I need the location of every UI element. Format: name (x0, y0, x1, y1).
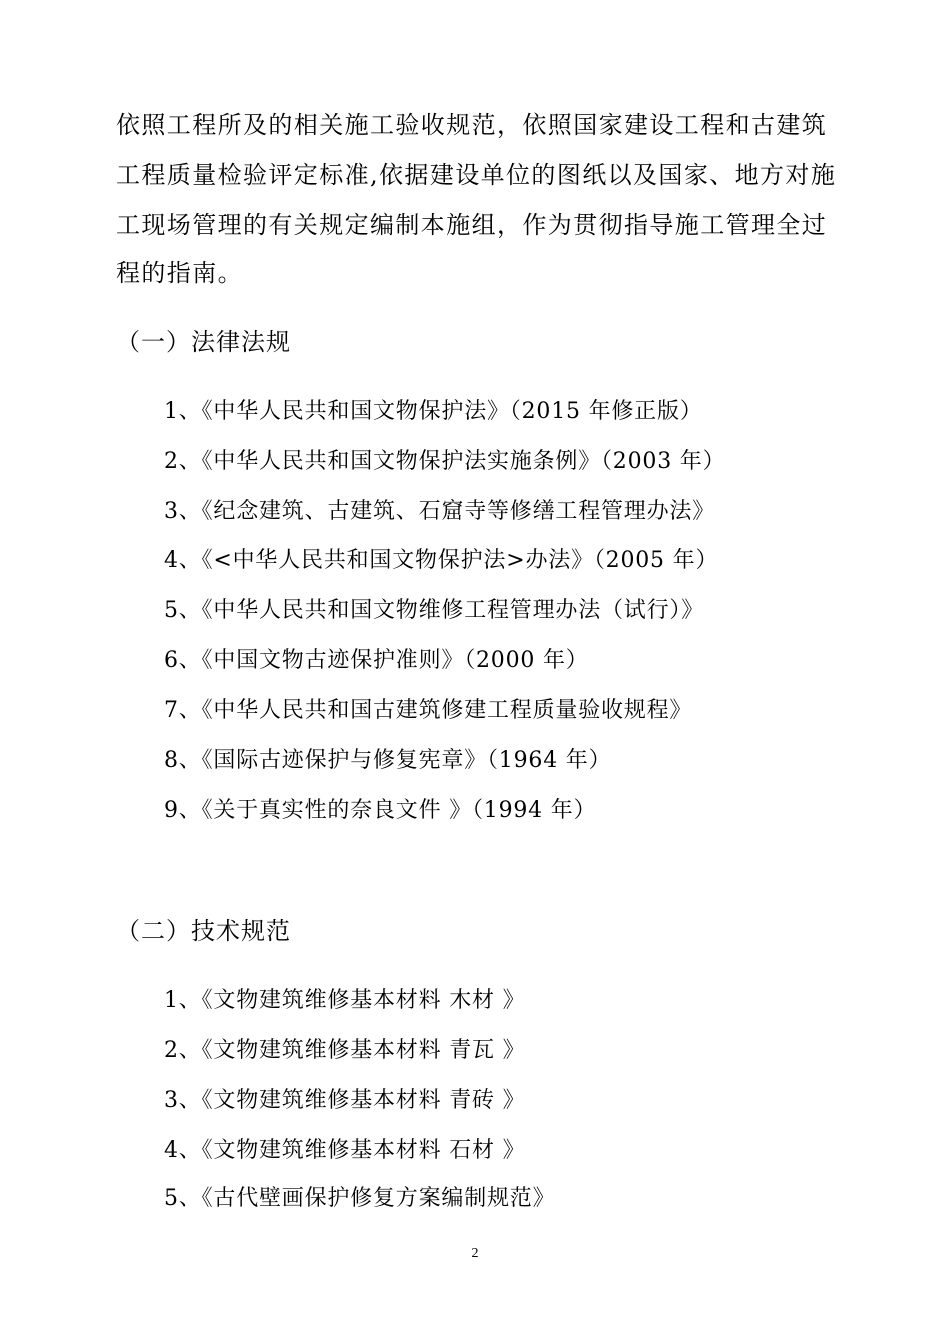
list-item: 4、《文物建筑维修基本材料 石材 》 (164, 1138, 526, 1163)
list-item: 8、《国际古迹保护与修复宪章》（1964 年） (164, 748, 612, 773)
page-number: 2 (471, 1246, 479, 1261)
intro-line-4: 程的指南。 (116, 259, 243, 287)
intro-line-1: 依照工程所及的相关施工验收规范，依照国家建设工程和古建筑 (116, 111, 828, 139)
section-heading-tech-specs: （二）技术规范 (116, 917, 291, 945)
section-heading-laws: （一）法律法规 (116, 328, 291, 356)
list-item: 5、《古代壁画保护修复方案编制规范》 (164, 1186, 556, 1211)
list-item: 5、《中华人民共和国文物维修工程管理办法（试行）》 (164, 598, 704, 623)
list-item: 1、《中华人民共和国文物保护法》（2015 年修正版） (164, 399, 703, 424)
list-item: 2、《中华人民共和国文物保护法实施条例》（2003 年） (164, 449, 726, 474)
list-item: 6、《中国文物古迹保护准则》（2000 年） (164, 648, 589, 673)
list-item: 3、《文物建筑维修基本材料 青砖 》 (164, 1088, 526, 1113)
list-item: 1、《文物建筑维修基本材料 木材 》 (164, 988, 526, 1013)
list-item: 2、《文物建筑维修基本材料 青瓦 》 (164, 1038, 526, 1063)
list-item: 3、《纪念建筑、古建筑、石窟寺等修缮工程管理办法》 (164, 499, 715, 524)
intro-line-2: 工程质量检验评定标准,依据建设单位的图纸以及国家、地方对施 (116, 161, 837, 189)
list-item: 9、《关于真实性的奈良文件 》（1994 年） (164, 798, 597, 823)
list-item: 4、《<中华人民共和国文物保护法>办法》（2005 年） (164, 548, 719, 573)
intro-line-3: 工现场管理的有关规定编制本施组，作为贯彻指导施工管理全过 (116, 211, 828, 239)
list-item: 7、《中华人民共和国古建筑修建工程质量验收规程》 (164, 698, 693, 723)
